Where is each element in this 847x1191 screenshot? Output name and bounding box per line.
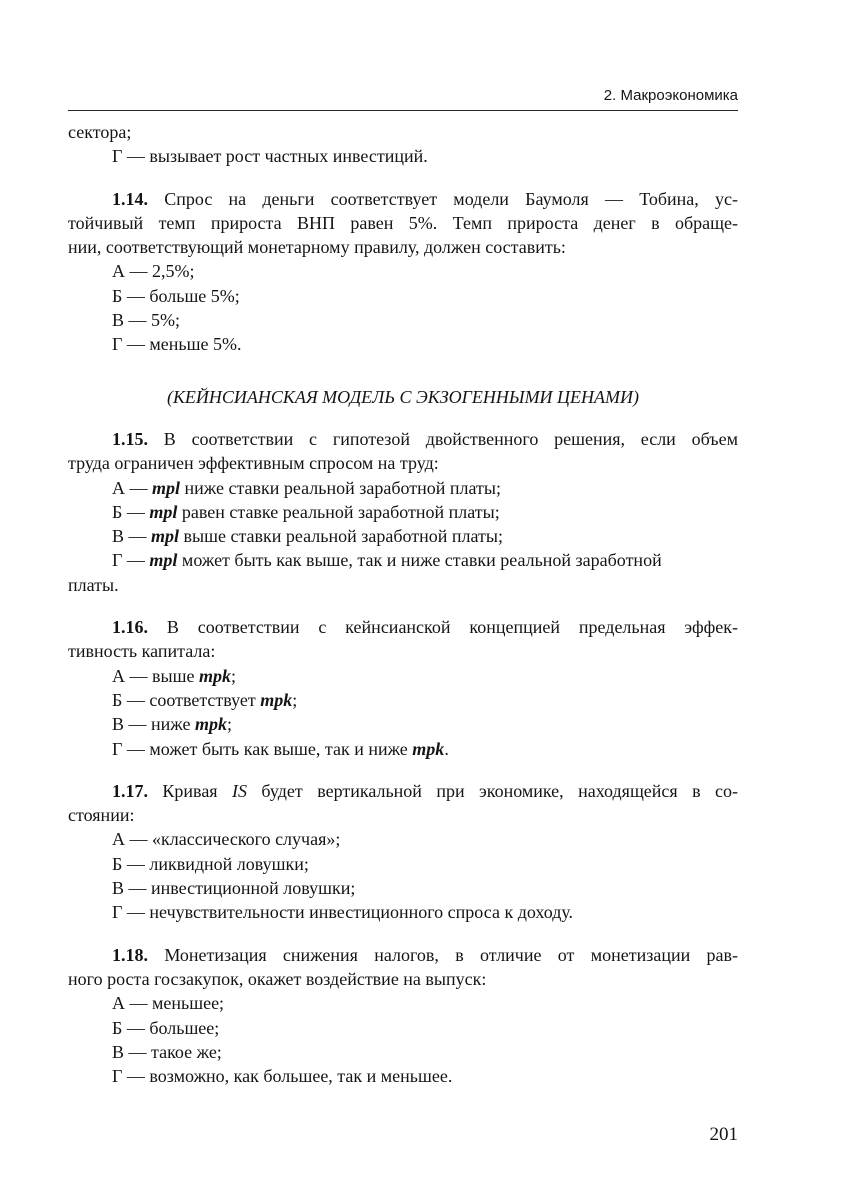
term-mpk: mpk	[260, 689, 293, 710]
option-v: В — такое же;	[112, 1041, 222, 1062]
question-text: Кривая	[162, 780, 233, 801]
option-a	[68, 476, 738, 500]
question-1-18	[68, 943, 738, 1089]
page-number: 201	[709, 1124, 738, 1145]
term-is: IS	[232, 780, 248, 801]
option-g: Г — нечувствительности инвестиционного спроса к доходу.	[112, 902, 574, 923]
running-head: 2. Макроэкономика	[603, 87, 738, 104]
question-1-15-line-1	[68, 427, 738, 451]
option-prefix: А — выше	[112, 665, 199, 686]
question-1-18-line-1	[68, 943, 738, 967]
intro-option-g: Г — вызывает рост частных инвестиций.	[112, 146, 428, 167]
question-text: В соответствии с гипотезой двойственного решения, если объем	[163, 428, 738, 449]
option-v: В — 5%;	[112, 310, 181, 331]
option-text: ниже ставки реальной заработной платы;	[180, 477, 501, 498]
intro-line: сектора;	[68, 122, 132, 142]
option-text: выше ставки реальной заработной платы;	[179, 526, 503, 547]
option-prefix: Г —	[112, 550, 150, 571]
question-text: Монетизация снижения налогов, в отличие от монетизации рав-	[164, 944, 739, 965]
question-text: В соответствии с кейнсианской концепцией предельная эффек-	[166, 617, 738, 638]
question-1-16-line-1	[68, 615, 738, 639]
question-1-14	[68, 187, 738, 357]
term-mpk: mpk	[194, 714, 227, 735]
option-a: А — 2,5%;	[112, 261, 195, 282]
option-suffix: .	[444, 738, 449, 759]
question-number: 1.15.	[112, 428, 148, 449]
question-1-17-line-1	[68, 779, 738, 803]
question-1-18-line-2: ного роста госзакупок, окажет воздействие на выпуск:	[68, 968, 487, 989]
option-suffix: ;	[292, 689, 298, 710]
option-text: равен ставке реальной заработной платы;	[177, 501, 500, 522]
term-mpl: mpl	[149, 501, 178, 522]
option-b: Б — ликвидной ловушки;	[112, 853, 309, 874]
option-v	[68, 712, 738, 736]
option-prefix: Б —	[112, 501, 150, 522]
option-prefix: В — ниже	[112, 714, 195, 735]
term-mpl: mpl	[149, 550, 178, 571]
option-prefix: Б — соответствует	[112, 689, 261, 710]
option-b	[68, 500, 738, 524]
question-1-16	[68, 615, 738, 761]
question-1-17-line-2: стоянии:	[68, 805, 135, 826]
question-number: 1.14.	[112, 188, 148, 209]
option-text: может быть как выше, так и ниже ставки реальной заработной	[177, 550, 662, 571]
question-number: 1.16.	[112, 617, 148, 638]
option-prefix: А —	[112, 477, 152, 498]
option-v: В — инвестиционной ловушки;	[112, 878, 356, 899]
question-1-15-tail: платы.	[68, 574, 119, 595]
option-b	[68, 688, 738, 712]
question-1-15-line-2: труда ограничен эффективным спросом на труд:	[68, 453, 439, 474]
option-g	[68, 737, 738, 761]
question-number: 1.17.	[112, 780, 148, 801]
option-g: Г — меньше 5%.	[112, 334, 242, 355]
option-b: Б — большее;	[112, 1017, 220, 1038]
term-mpk: mpk	[198, 665, 231, 686]
question-1-16-line-2: тивность капитала:	[68, 641, 216, 662]
question-text: будет вертикальной при экономике, находящейся в со-	[247, 780, 739, 801]
term-mpk: mpk	[412, 738, 445, 759]
option-g: Г — возможно, как большее, так и меньшее.	[112, 1066, 453, 1087]
question-1-14-line-2: тойчивый темп прироста ВНП равен 5%. Темп прироста денег в обраще-	[68, 212, 738, 233]
option-v	[68, 524, 738, 548]
option-suffix: ;	[226, 714, 232, 735]
section-title: (КЕЙНСИАНСКАЯ МОДЕЛЬ С ЭКЗОГЕННЫМИ ЦЕНАМИ)	[166, 386, 640, 407]
question-1-14-line-1	[68, 187, 738, 211]
question-1-15	[68, 427, 738, 597]
option-b: Б — больше 5%;	[112, 285, 240, 306]
question-1-17	[68, 779, 738, 925]
option-a	[68, 664, 738, 688]
page-body	[68, 120, 738, 1088]
term-mpl: mpl	[152, 477, 181, 498]
option-a: А — меньшее;	[112, 993, 225, 1014]
question-1-14-line-3: нии, соответствующий монетарному правилу, должен составить:	[68, 237, 566, 258]
option-prefix: В —	[112, 526, 152, 547]
option-prefix: Г — может быть как выше, так и ниже	[112, 738, 413, 759]
question-number: 1.18.	[112, 944, 148, 965]
option-g	[68, 548, 738, 572]
header-rule	[68, 110, 738, 111]
option-a: А — «классического случая»;	[112, 829, 341, 850]
option-suffix: ;	[230, 665, 236, 686]
term-mpl: mpl	[151, 526, 180, 547]
question-text: Спрос на деньги соответствует модели Баумоля — Тобина, ус-	[164, 188, 738, 209]
